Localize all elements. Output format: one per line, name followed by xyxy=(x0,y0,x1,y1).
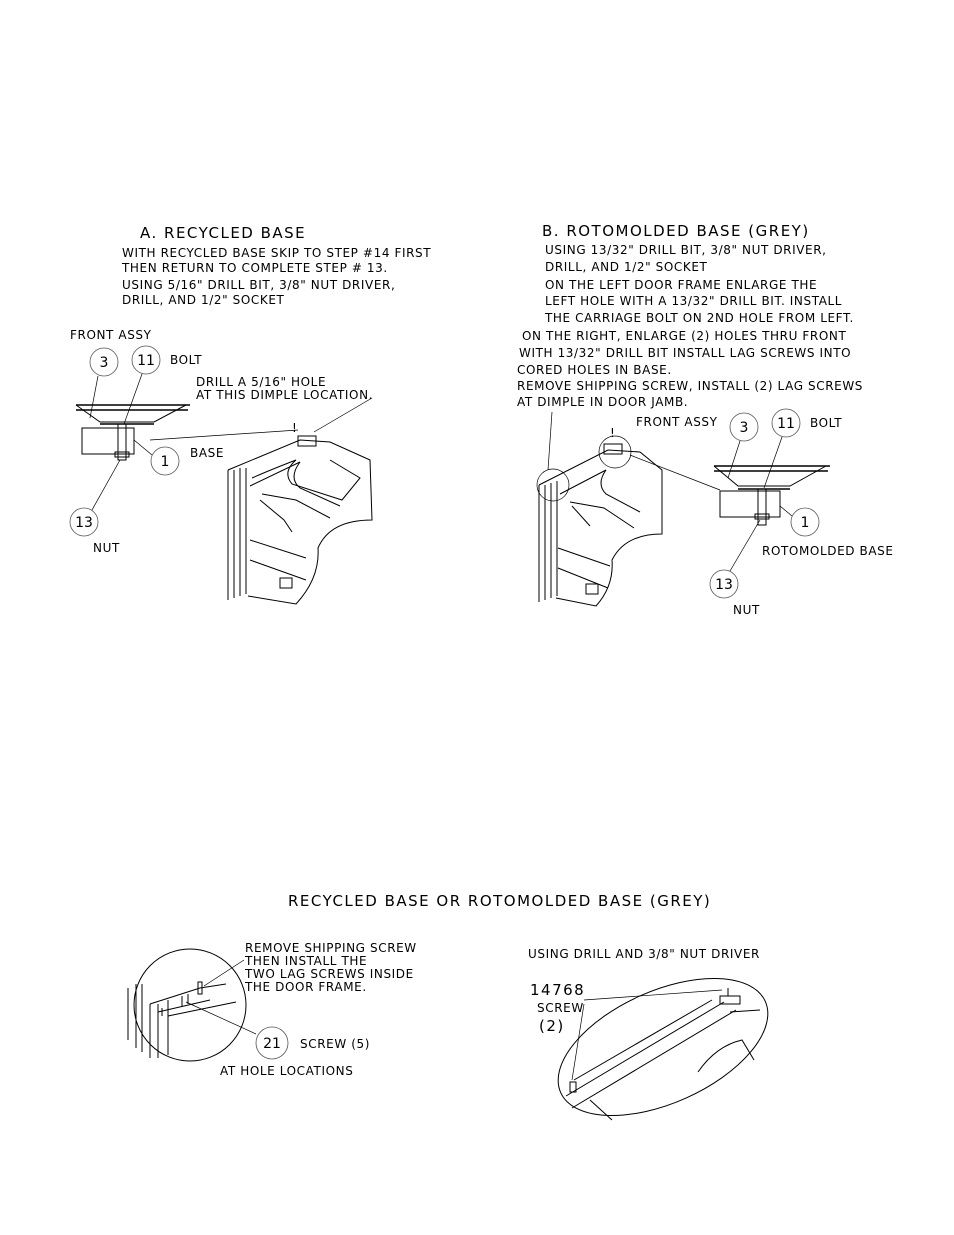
door-frame-a xyxy=(150,398,372,604)
section-b-line: ON THE LEFT DOOR FRAME ENLARGE THE xyxy=(545,278,818,292)
right-detail-oval xyxy=(538,950,788,1143)
detail-circle xyxy=(537,469,569,501)
drill-note-a: AT THIS DIMPLE LOCATION. xyxy=(196,388,374,402)
door-frame-tab xyxy=(280,578,292,588)
leader-line xyxy=(134,440,152,455)
screw-quantity: (2) xyxy=(539,1017,565,1035)
door-frame-posts xyxy=(128,984,168,1058)
callout-number: 21 xyxy=(263,1036,281,1052)
callout-number: 3 xyxy=(739,420,749,436)
dimple-bracket xyxy=(604,444,622,454)
left-note: REMOVE SHIPPING SCREW xyxy=(245,941,417,955)
bolt-label-b: BOLT xyxy=(810,416,843,430)
section-b-line: THE CARRIAGE BOLT ON 2ND HOLE FROM LEFT. xyxy=(545,311,854,325)
callout-number: 11 xyxy=(137,353,155,369)
front-panel-edge xyxy=(76,405,190,410)
door-frame-tab xyxy=(586,584,598,594)
hole-locations-note: AT HOLE LOCATIONS xyxy=(220,1064,354,1078)
dimple-leader xyxy=(314,398,372,432)
callout-number: 11 xyxy=(777,416,795,432)
section-b-line: REMOVE SHIPPING SCREW, INSTALL (2) LAG SCREWS xyxy=(517,379,864,393)
door-frame-edge xyxy=(150,984,236,1016)
front-panel-flange xyxy=(76,405,186,422)
door-frame-ribs xyxy=(558,470,640,588)
door-jamb-posts xyxy=(539,481,557,602)
section-a-line: USING 5/16" DRILL BIT, 3/8" NUT DRIVER, xyxy=(122,278,396,292)
dimple-mark: ! xyxy=(610,426,616,440)
section-b-line: USING 13/32" DRILL BIT, 3/8" NUT DRIVER, xyxy=(545,243,827,257)
base-label-a: BASE xyxy=(190,446,225,460)
section-b-title: B. ROTOMOLDED BASE (GREY) xyxy=(542,222,810,240)
leader-line xyxy=(780,506,792,516)
leader-line xyxy=(584,990,722,1000)
nut-label-b: NUT xyxy=(733,603,760,617)
door-frame-rib xyxy=(252,460,360,500)
section-b-line: CORED HOLES IN BASE. xyxy=(517,363,672,377)
leader-line xyxy=(548,412,552,470)
screw-heads xyxy=(570,988,740,1092)
dimple-mark: ! xyxy=(292,421,298,435)
door-frame-outline xyxy=(228,440,372,604)
section-a-line: WITH RECYCLED BASE SKIP TO STEP #14 FIRST xyxy=(122,246,432,260)
section-b-line: DRILL, AND 1/2" SOCKET xyxy=(545,260,708,274)
leader-line xyxy=(728,441,740,478)
bolt-shank-b xyxy=(758,489,766,525)
drill-note-a: DRILL A 5/16" HOLE xyxy=(196,375,327,389)
door-frame-b xyxy=(537,412,720,606)
leader-line xyxy=(92,460,120,510)
base-edge-lines xyxy=(566,1000,736,1108)
section-a-title: A. RECYCLED BASE xyxy=(140,224,307,242)
leader-line xyxy=(764,437,782,488)
base-edge xyxy=(590,1010,760,1120)
callout-number: 1 xyxy=(800,515,810,531)
left-note: THE DOOR FRAME. xyxy=(245,980,367,994)
bottom-title: RECYCLED BASE OR ROTOMOLDED BASE (GREY) xyxy=(288,892,712,910)
section-b-line: LEFT HOLE WITH A 13/32" DRILL BIT. INSTALL xyxy=(545,294,843,308)
screw-label: SCREW (5) xyxy=(300,1037,370,1051)
callout-number: 1 xyxy=(160,454,170,470)
rotomolded-base-label: ROTOMOLDED BASE xyxy=(762,544,894,558)
right-note: USING DRILL AND 3/8" NUT DRIVER xyxy=(528,947,760,961)
part-number: 14768 xyxy=(530,981,586,999)
front-assy-section-b xyxy=(710,409,894,617)
leader-line xyxy=(730,520,760,571)
section-b-line: AT DIMPLE IN DOOR JAMB. xyxy=(517,395,689,409)
section-a-line: DRILL, AND 1/2" SOCKET xyxy=(122,293,285,307)
left-note: THEN INSTALL THE xyxy=(245,954,368,968)
leader-line xyxy=(124,374,142,424)
front-assy-label-b: FRONT ASSY xyxy=(636,415,718,429)
left-note: TWO LAG SCREWS INSIDE xyxy=(245,967,414,981)
section-b-line: ON THE RIGHT, ENLARGE (2) HOLES THRU FRONT xyxy=(522,329,847,343)
leader-line xyxy=(90,376,98,418)
base-arc xyxy=(698,1040,754,1072)
door-frame-ribs xyxy=(250,462,340,580)
bolt-shank-a xyxy=(118,424,126,460)
detail-oval xyxy=(538,950,788,1143)
front-assy-label-a: FRONT ASSY xyxy=(70,328,152,342)
nut-label-a: NUT xyxy=(93,541,120,555)
bolt-label-a: BOLT xyxy=(170,353,203,367)
screw-label: SCREW xyxy=(537,1001,584,1015)
lag-screws xyxy=(162,982,202,1016)
leader-line xyxy=(630,455,720,490)
door-jamb-posts xyxy=(228,468,246,600)
callout-number: 13 xyxy=(75,515,93,531)
leader-line xyxy=(572,1004,584,1080)
base-block-b xyxy=(720,491,780,517)
callout-number: 13 xyxy=(715,577,733,593)
section-b-line: WITH 13/32" DRILL BIT INSTALL LAG SCREWS INTO xyxy=(519,346,852,360)
leader-line xyxy=(204,960,244,986)
left-detail-circle xyxy=(128,949,256,1061)
callout-number: 3 xyxy=(99,355,109,371)
leader-line xyxy=(150,430,298,440)
section-a-line: THEN RETURN TO COMPLETE STEP # 13. xyxy=(122,261,388,275)
